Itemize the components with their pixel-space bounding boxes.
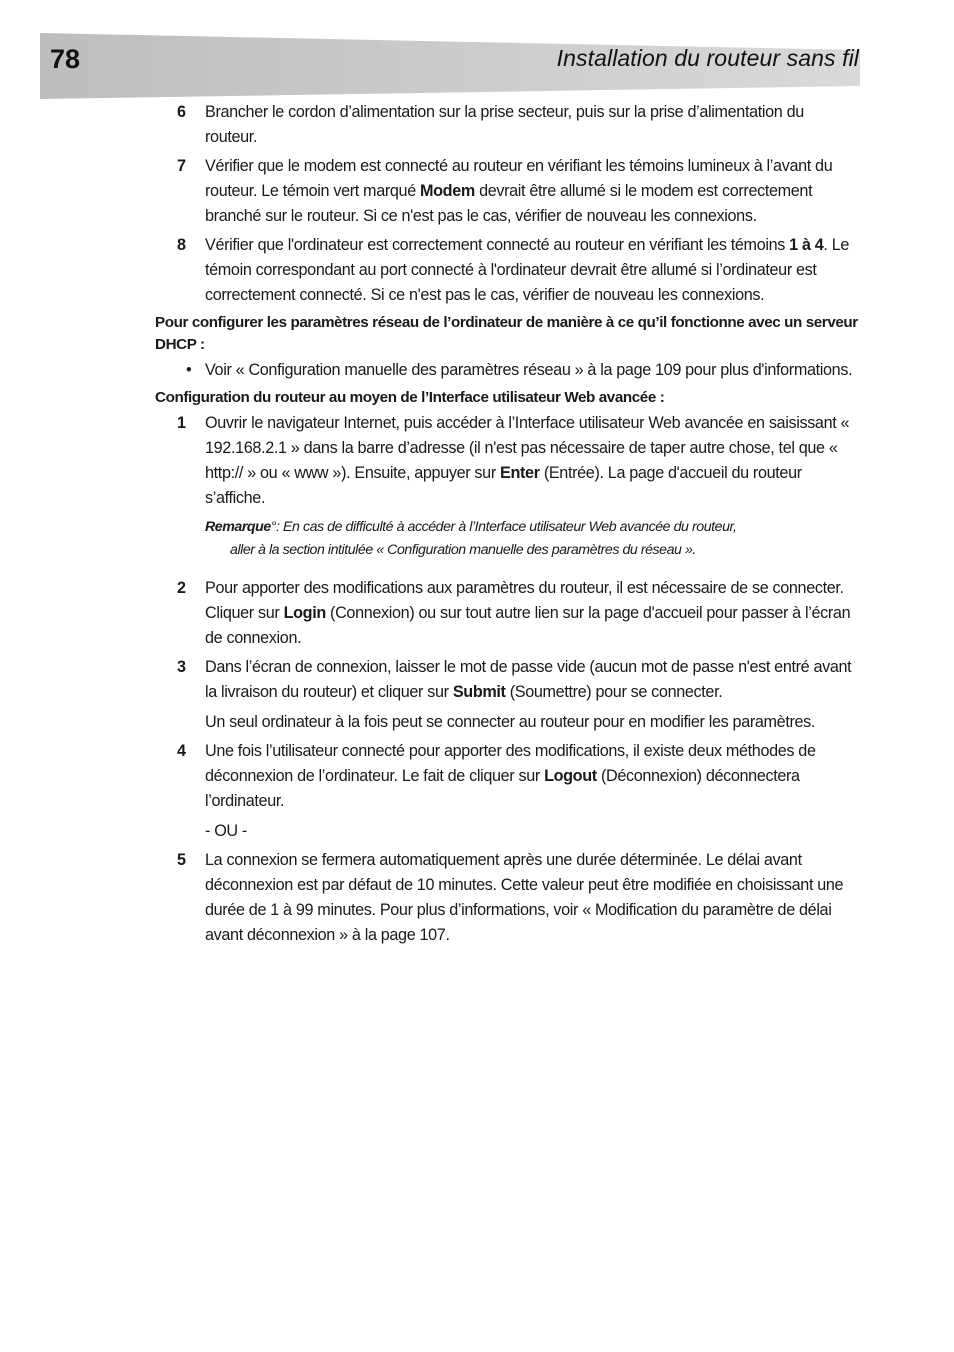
bullet-text: Voir « Configuration manuelle des paramètres réseau » à la page 109 pour plus d'informations. xyxy=(205,361,853,379)
step-text: Vérifier que l'ordinateur est correctement connecté au routeur en vérifiant les témoins 1 à 4. Le témoin correspondant au port connecté à l'ordinateur devrait être allumé si l’ordinateur est correctement connecté. Si ce n'est pas le cas, vérifier de nouveau les connexions. xyxy=(205,236,850,304)
step-text: Pour apporter des modifications aux paramètres du routeur, il est nécessaire de se connecter. Cliquer sur Login (Connexion) ou sur tout autre lien sur la page d'accueil pour passer à l’écran de connexion. xyxy=(205,579,851,647)
step-number: 8 xyxy=(177,236,186,254)
step-2 xyxy=(155,576,860,651)
bold-term: Login xyxy=(283,604,326,622)
step-number: 7 xyxy=(177,157,186,175)
step-text: La connexion se fermera automatiquement après une durée déterminée. Le délai avant déconnexion est par défaut de 10 minutes. Cette valeur peut être modifiée en choisissant une durée de 1 à 99 minutes. Pour plus d’informations, voir « Modification du paramètre de délai avant déconnexion » à la page 107. xyxy=(205,851,844,944)
section-heading-dhcp: Pour configurer les paramètres réseau de l’ordinateur de manière à ce qu’il fonctionne avec un serveur DHCP : xyxy=(155,314,858,353)
bullet-dot: • xyxy=(186,361,192,379)
bold-term: Logout xyxy=(544,767,597,785)
note-line-2: aller à la section intitulée « Configuration manuelle des paramètres du réseau ». xyxy=(230,542,696,558)
step-text: Ouvrir le navigateur Internet, puis accéder à l’Interface utilisateur Web avancée en saisissant « 192.168.2.1 » dans la barre d’adresse (il n'est pas nécessaire de taper autre chose, tel que « http:// » ou « www »). Ensuite, appuyer sur Enter (Entrée). La page d'accueil du routeur s’affiche. xyxy=(205,414,850,507)
step-4 xyxy=(155,739,860,844)
bold-term: Modem xyxy=(420,182,475,200)
step-number: 3 xyxy=(177,658,186,676)
note-label: Remarque xyxy=(205,519,271,535)
step-number: 2 xyxy=(177,579,186,597)
step-1 xyxy=(155,411,860,511)
step-8 xyxy=(155,233,860,308)
step-7 xyxy=(155,154,860,229)
step-number: 4 xyxy=(177,742,186,760)
step-text: Vérifier que le modem est connecté au routeur en vérifiant les témoins lumineux à l’avant du routeur. Le témoin vert marqué Modem devrait être allumé si le modem est correctement branché sur le routeur. Si ce n'est pas le cas, vérifier de nouveau les connexions. xyxy=(205,157,833,225)
step-number: 6 xyxy=(177,103,186,121)
bold-term: Enter xyxy=(500,464,540,482)
page-header xyxy=(0,0,954,110)
step-text: Une fois l’utilisateur connecté pour apporter des modifications, il existe deux méthodes de déconnexion de l’ordinateur. Le fait de cliquer sur Logout (Déconnexion) déconnectera l’ordinateur. xyxy=(205,742,816,810)
page-number: 78 xyxy=(50,44,81,74)
step-3 xyxy=(155,655,860,735)
bold-term: Submit xyxy=(452,683,506,701)
bold-term: 1 à 4 xyxy=(789,236,824,254)
step-5 xyxy=(155,848,860,948)
step-text: Brancher le cordon d’alimentation sur la prise secteur, puis sur la prise d’alimentation du routeur. xyxy=(205,103,804,146)
step-extra-text: Un seul ordinateur à la fois peut se connecter au routeur pour en modifier les paramètres. xyxy=(205,713,816,731)
step-6 xyxy=(155,100,860,150)
step-number: 1 xyxy=(177,414,186,432)
note xyxy=(155,516,860,562)
step-or-separator: - OU - xyxy=(205,822,247,840)
step-number: 5 xyxy=(177,851,186,869)
page-body xyxy=(155,100,860,952)
step-text: Dans l’écran de connexion, laisser le mot de passe vide (aucun mot de passe n'est entré avant la livraison du routeur) et cliquer sur Submit (Soumettre) pour se connecter. xyxy=(205,658,852,701)
bullet-item xyxy=(155,358,860,383)
note-line-1: °: En cas de difficulté à accéder à l’Interface utilisateur Web avancée du routeur, xyxy=(270,519,737,535)
section-heading-web: Configuration du routeur au moyen de l’Interface utilisateur Web avancée : xyxy=(155,389,665,406)
page-title: Installation du routeur sans fil xyxy=(556,45,859,71)
